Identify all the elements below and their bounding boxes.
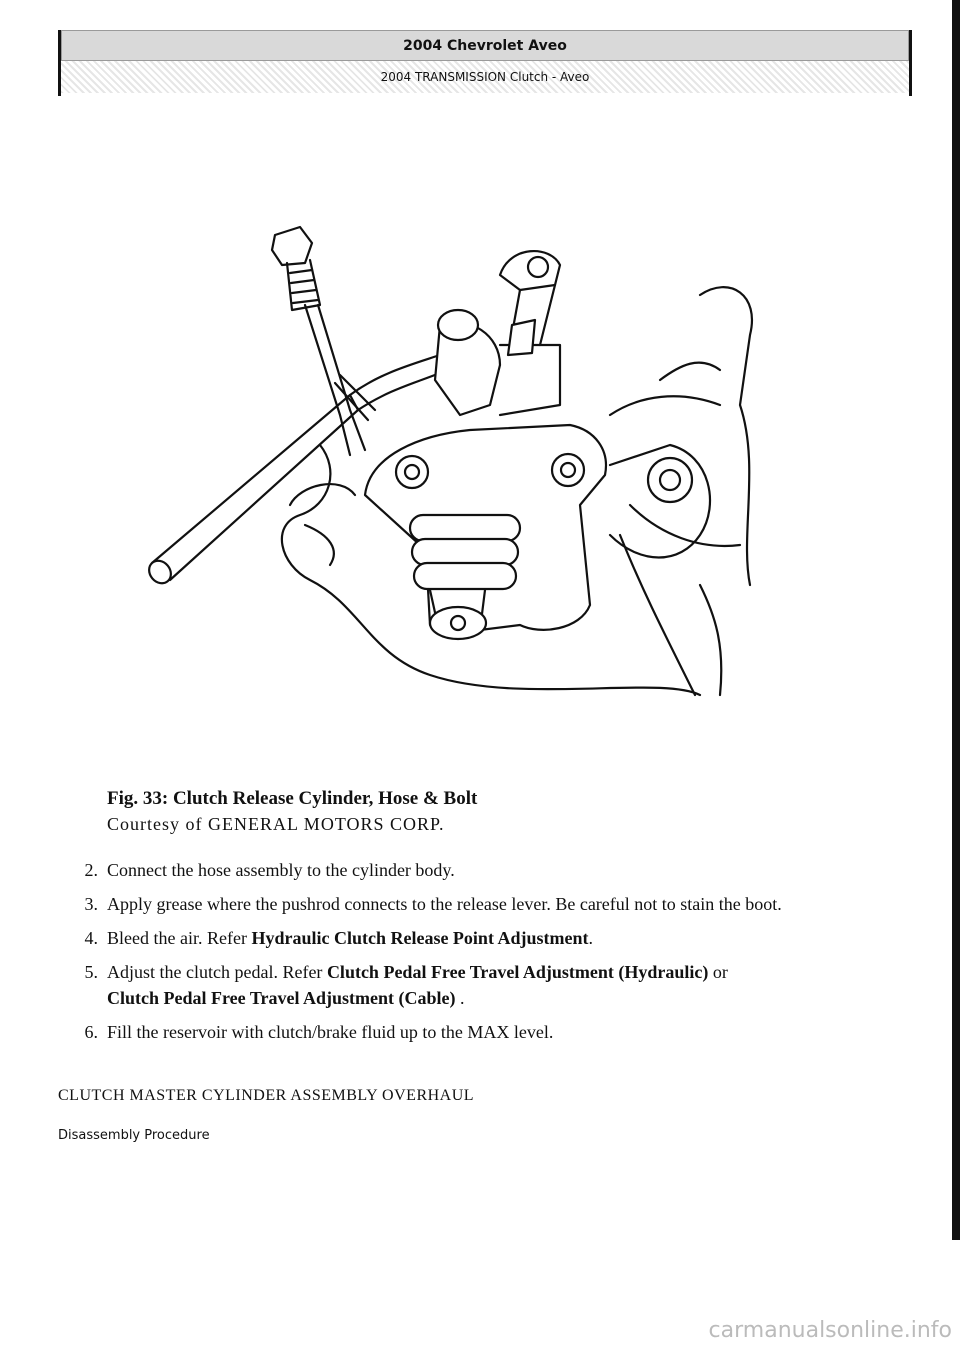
step-number: 4. <box>84 928 98 948</box>
figure-title: Fig. 33: Clutch Release Cylinder, Hose & Bolt <box>107 788 478 809</box>
reference-link[interactable]: Hydraulic Clutch Release Point Adjustment <box>251 928 589 948</box>
list-item <box>70 925 900 951</box>
reference-link[interactable]: Clutch Pedal Free Travel Adjustment (Cable) <box>107 988 456 1008</box>
header-subtitle: 2004 TRANSMISSION Clutch - Aveo <box>61 61 909 93</box>
step-text: Fill the reservoir with clutch/brake fluid up to the MAX level. <box>107 1022 554 1042</box>
reference-link[interactable]: Clutch Pedal Free Travel Adjustment (Hydraulic) <box>326 962 709 982</box>
sub-heading: Disassembly Procedure <box>58 1128 210 1143</box>
figure-caption <box>107 787 477 837</box>
watermark: carmanualsonline.info <box>708 1318 952 1343</box>
procedure-steps <box>70 857 900 1053</box>
page-header <box>58 30 912 96</box>
step-text: Apply grease where the pushrod connects to the release lever. Be careful not to stain the boot. <box>107 894 782 914</box>
list-item <box>70 891 900 917</box>
section-heading: CLUTCH MASTER CYLINDER ASSEMBLY OVERHAUL <box>58 1087 475 1104</box>
header-title: 2004 Chevrolet Aveo <box>61 30 909 61</box>
step-text-end: . <box>588 928 593 948</box>
page-edge-rule <box>952 0 960 1240</box>
step-text: Bleed the air. Refer <box>107 928 252 948</box>
step-number: 5. <box>84 962 98 982</box>
step-text-mid: or <box>708 962 728 982</box>
step-text: Adjust the clutch pedal. Refer <box>107 962 327 982</box>
step-text: Connect the hose assembly to the cylinder body. <box>107 860 455 880</box>
list-item <box>70 857 900 883</box>
list-item <box>70 959 900 1011</box>
step-number: 3. <box>84 894 98 914</box>
list-item <box>70 1019 900 1045</box>
step-number: 6. <box>84 1022 98 1042</box>
clutch-release-cylinder-illustration <box>140 205 760 705</box>
step-text-end: . <box>455 988 465 1008</box>
figure-credit: Courtesy of GENERAL MOTORS CORP. <box>107 814 445 834</box>
pushrod-lever <box>500 251 560 355</box>
step-number: 2. <box>84 860 98 880</box>
